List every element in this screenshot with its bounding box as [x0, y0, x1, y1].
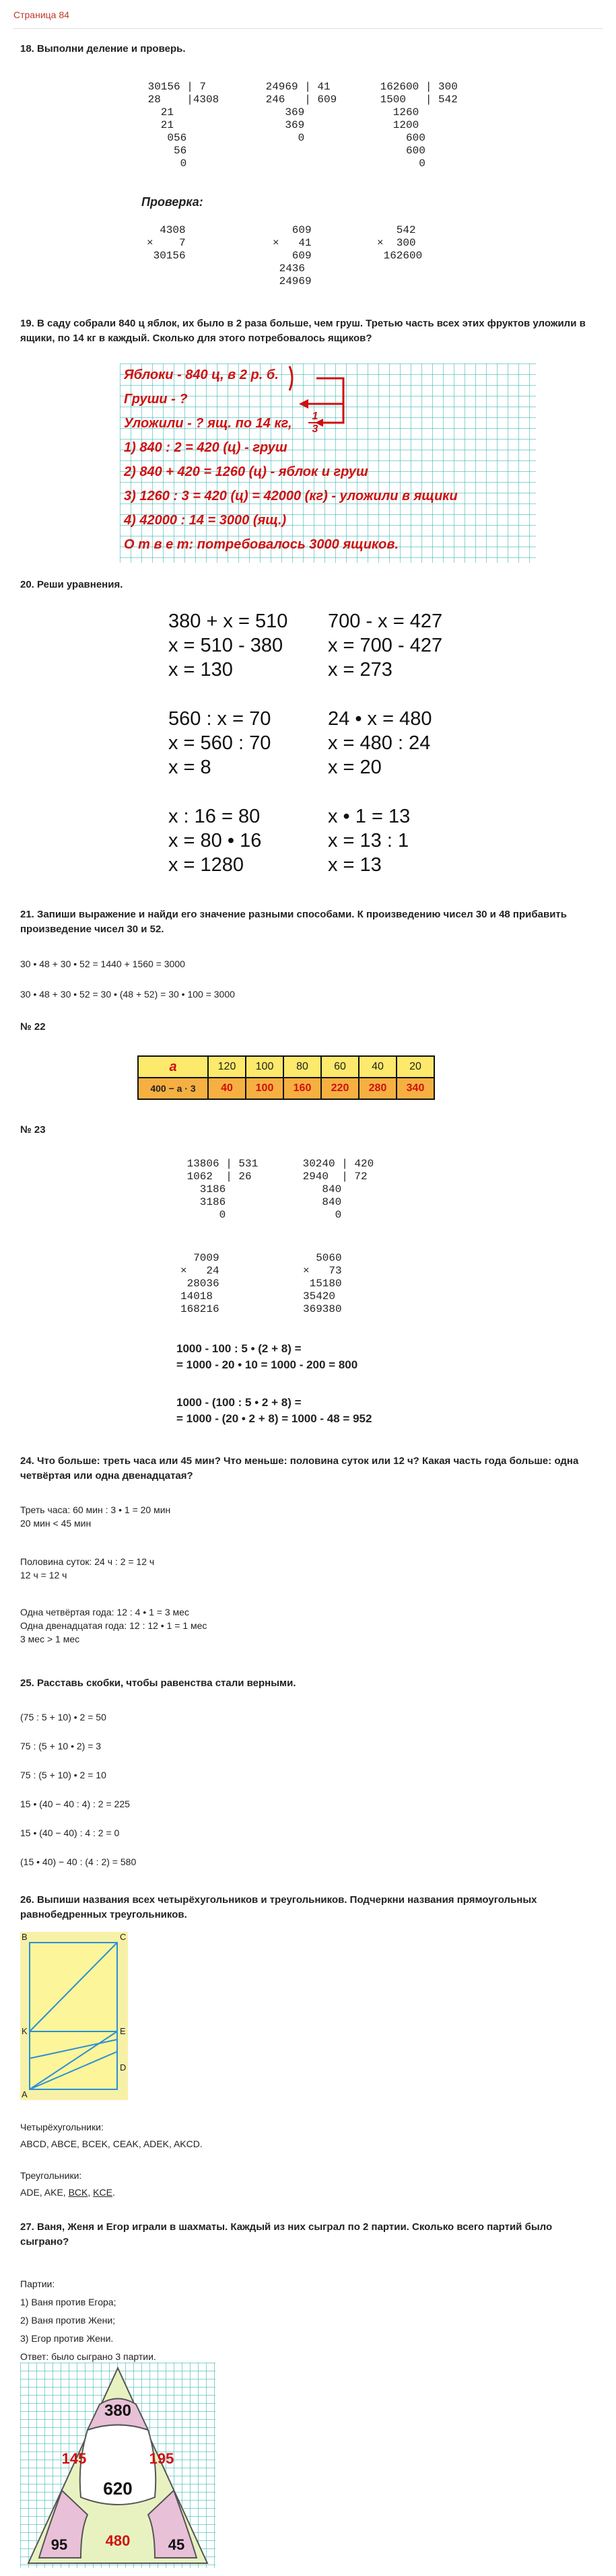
quadrilaterals-list: ABCD, ABCE, BCEK, CEAK, ADEK, AKCD.	[20, 2138, 203, 2149]
expression-block	[176, 1395, 372, 1427]
vertex-label: A	[22, 2089, 28, 2099]
solution-step-4: 4) 42000 : 14 = 3000 (ящ.)	[124, 513, 287, 528]
table-cell: 80	[283, 1056, 321, 1078]
equality-line: 15 • (40 − 40) : 4 : 2 = 0	[20, 1827, 120, 1838]
vertex-label: K	[22, 2026, 28, 2036]
table-cell: 120	[208, 1056, 246, 1078]
condition-packed: Уложили - ? ящ. по 14 кг,	[124, 416, 292, 431]
task-27-title: 27. Ваня, Женя и Егор играли в шахматы. Каждый из них сыграл по 2 партии. Сколько всего партий было сыграно?	[20, 2221, 553, 2248]
paragraph	[20, 1555, 154, 1582]
text-line: Треть часа: 60 мин : 3 • 1 = 20 мин	[20, 1504, 171, 1515]
text-line: Половина суток: 24 ч : 2 = 12 ч	[20, 1556, 155, 1567]
equation-line: 700 - x = 427	[328, 611, 443, 632]
fraction-denominator: 3	[308, 422, 322, 435]
task-22-title: № 22	[20, 1021, 46, 1033]
text-line: 3) Егор против Жени.	[20, 2333, 114, 2344]
triangle-names: ADE, AKE,	[20, 2187, 69, 2198]
equality-line: 75 : (5 + 10 • 2) = 3	[20, 1741, 102, 1751]
equation-block	[168, 609, 287, 682]
long-division: 13806 | 531 1062 | 26 3186 3186 0	[186, 1158, 259, 1221]
equation-block	[168, 804, 261, 877]
equation-line: x = 13	[328, 854, 382, 876]
triangle-value-bottom-left: 95	[50, 2536, 68, 2553]
task-19-title: 19. В саду собрали 840 ц яблок, их было в 2 раза больше, чем груш. Третью часть всех этих фруктов уложили в ящики, по 14 кг в каждый. Сколько для этого потребовалось ящиков?	[20, 318, 586, 344]
multiplication-check: 609 × 41 609 2436 24969	[273, 224, 312, 287]
text-line: Одна двенадцатая года: 12 : 12 • 1 = 1 мес	[20, 1620, 207, 1631]
text-line: Партии:	[20, 2278, 55, 2289]
table-cell: 340	[397, 1078, 434, 1099]
vertex-label: D	[120, 2062, 127, 2073]
right-isosceles-triangle: KCE	[93, 2187, 112, 2198]
equality-line: 15 • (40 − 40 : 4) : 2 = 225	[20, 1799, 130, 1809]
table-row	[138, 1056, 434, 1078]
equality-line: (15 • 40) − 40 : (4 : 2) = 580	[20, 1856, 137, 1867]
text-line: 12 ч = 12 ч	[20, 1570, 67, 1580]
solution-step-2: 2) 840 + 420 = 1260 (ц) - яблок и груш	[124, 464, 368, 479]
right-isosceles-triangle: BCK	[68, 2187, 88, 2198]
triangle-value-top: 380	[104, 2402, 132, 2420]
equation-line: x = 130	[168, 659, 233, 681]
long-division: 30240 | 420 2940 | 72 840 840 0	[302, 1158, 374, 1221]
equation-line: 24 • x = 480	[328, 708, 432, 730]
fraction-numerator: 1	[312, 411, 318, 422]
equation-line: x = 273	[328, 659, 392, 681]
table-header-cell: a	[138, 1056, 208, 1078]
number-triangle-panel	[20, 2363, 215, 2568]
text-line: Ответ: было сыграно 3 партии.	[20, 2351, 156, 2362]
solution-line: 30 • 48 + 30 • 52 = 1440 + 1560 = 3000	[20, 959, 185, 969]
solution-line: 30 • 48 + 30 • 52 = 30 • (48 + 52) = 30 • 100 = 3000	[20, 989, 235, 1000]
condition-apples: Яблоки - 840 ц, в 2 р. б.	[124, 368, 279, 382]
equation-block	[168, 707, 271, 779]
solution-step-3: 3) 1260 : 3 = 420 (ц) = 42000 (кг) - уложили в ящики	[124, 489, 458, 503]
equation-line: x = 1280	[168, 854, 244, 876]
solution-step-1: 1) 840 : 2 = 420 (ц) - груш	[124, 440, 287, 455]
multiplication: 7009 × 24 28036 14018 168216	[180, 1252, 219, 1315]
task-20-title: 20. Реши уравнения.	[20, 579, 123, 590]
triangles-label: Треугольники:	[20, 2170, 82, 2181]
equation-line: x • 1 = 13	[328, 806, 411, 827]
multiplication-check: 4308 × 7 30156	[147, 224, 186, 262]
text-line: 2) Ваня против Жени;	[20, 2315, 116, 2326]
equation-line: 380 + x = 510	[168, 611, 288, 632]
equation-line: x = 8	[168, 757, 211, 778]
vertex-label: E	[120, 2026, 126, 2036]
equation-line: x = 510 - 380	[168, 635, 283, 656]
check-label: Проверка:	[141, 195, 203, 209]
table-row-label: 400 − a · 3	[138, 1078, 208, 1099]
equation-line: x = 20	[328, 757, 382, 778]
triangle-value-right: 195	[149, 2450, 174, 2467]
triangle-value-center: 620	[103, 2478, 133, 2499]
task-18-title: 18. Выполни деление и проверь.	[20, 43, 186, 55]
separator: ,	[88, 2187, 94, 2198]
equation-line: x = 560 : 70	[168, 732, 271, 754]
table-cell: 40	[359, 1056, 397, 1078]
quadrilateral-diagram-icon	[20, 1932, 128, 2100]
table-cell: 40	[208, 1078, 246, 1099]
expression-line: = 1000 - 20 • 10 = 1000 - 200 = 800	[176, 1358, 358, 1371]
text-line: 20 мин < 45 мин	[20, 1518, 92, 1529]
expression-line: = 1000 - (20 • 2 + 8) = 1000 - 48 = 952	[176, 1412, 372, 1425]
equality-line: 75 : (5 + 10) • 2 = 10	[20, 1770, 106, 1780]
values-table	[137, 1055, 435, 1100]
games-list	[20, 2275, 156, 2366]
multiplication-check: 542 × 300 162600	[377, 224, 423, 262]
equation-line: x : 16 = 80	[168, 806, 261, 827]
expression-block	[176, 1341, 357, 1373]
equality-line: (75 : 5 + 10) • 2 = 50	[20, 1712, 106, 1722]
vertex-label: C	[120, 1932, 127, 1942]
triangle-value-bottom-mid: 480	[105, 2532, 131, 2549]
page-title: Страница 84	[13, 9, 69, 20]
equation-block	[328, 804, 410, 877]
paragraph	[20, 1503, 170, 1530]
table-cell: 160	[283, 1078, 321, 1099]
geometry-figure	[20, 1932, 128, 2100]
table-cell: 100	[246, 1056, 283, 1078]
condition-pears: Груши - ?	[124, 392, 188, 407]
long-division: 24969 | 41 246 | 609 369 369 0	[265, 81, 337, 144]
divider	[13, 28, 603, 29]
equation-line: x = 80 • 16	[168, 830, 262, 851]
expression-line: 1000 - 100 : 5 • (2 + 8) =	[176, 1342, 302, 1355]
relation-arrows-icon	[281, 363, 362, 438]
vertex-label: B	[22, 1932, 28, 1942]
answer-line: О т в е т: потребовалось 3000 ящиков.	[124, 537, 399, 552]
task-26-title: 26. Выпиши названия всех четырёхугольников и треугольников. Подчеркни названия прямоугольных равнобедренных треугольников.	[20, 1894, 537, 1920]
table-row	[138, 1078, 434, 1099]
task-21-title: 21. Запиши выражение и найди его значение разными способами. К произведению чисел 30 и 48 прибавить произведение чисел 30 и 52.	[20, 909, 567, 935]
triangles-list	[20, 2186, 115, 2199]
long-division: 30156 | 7 28 |4308 21 21 056 56 0	[147, 81, 219, 170]
equation-block	[328, 609, 442, 682]
expression-line: 1000 - (100 : 5 • 2 + 8) =	[176, 1396, 302, 1409]
long-division: 162600 | 300 1500 | 542 1260 1200 600 600 0	[380, 81, 458, 170]
table-cell: 60	[321, 1056, 359, 1078]
table-cell: 220	[321, 1078, 359, 1099]
task-23-title: № 23	[20, 1124, 46, 1136]
equation-block	[328, 707, 432, 779]
list-end: .	[112, 2187, 115, 2198]
triangle-value-bottom-right: 45	[168, 2536, 185, 2553]
table-cell: 280	[359, 1078, 397, 1099]
table-cell: 20	[397, 1056, 434, 1078]
table-cell: 100	[246, 1078, 283, 1099]
paragraph	[20, 1605, 207, 1646]
equalities-list	[20, 1703, 136, 1877]
task-24-title: 24. Что больше: треть часа или 45 мин? Что меньше: половина суток или 12 ч? Какая часть года больше: одна четвёртая или одна двенадцатая?	[20, 1455, 579, 1482]
triangle-value-left: 145	[61, 2450, 87, 2467]
text-line: 1) Ваня против Егора;	[20, 2297, 116, 2307]
solution-grid-panel	[120, 363, 536, 563]
equation-line: x = 480 : 24	[328, 732, 431, 754]
quadrilaterals-label: Четырёхугольники:	[20, 2122, 104, 2132]
equation-line: x = 700 - 427	[328, 635, 443, 656]
equation-line: 560 : x = 70	[168, 708, 271, 730]
multiplication: 5060 × 73 15180 35420 369380	[303, 1252, 342, 1315]
text-line: Одна четвёртая года: 12 : 4 • 1 = 3 мес	[20, 1607, 189, 1617]
equation-line: x = 13 : 1	[328, 830, 409, 851]
task-25-title: 25. Расставь скобки, чтобы равенства стали верными.	[20, 1677, 296, 1689]
text-line: 3 мес > 1 мес	[20, 1634, 80, 1644]
